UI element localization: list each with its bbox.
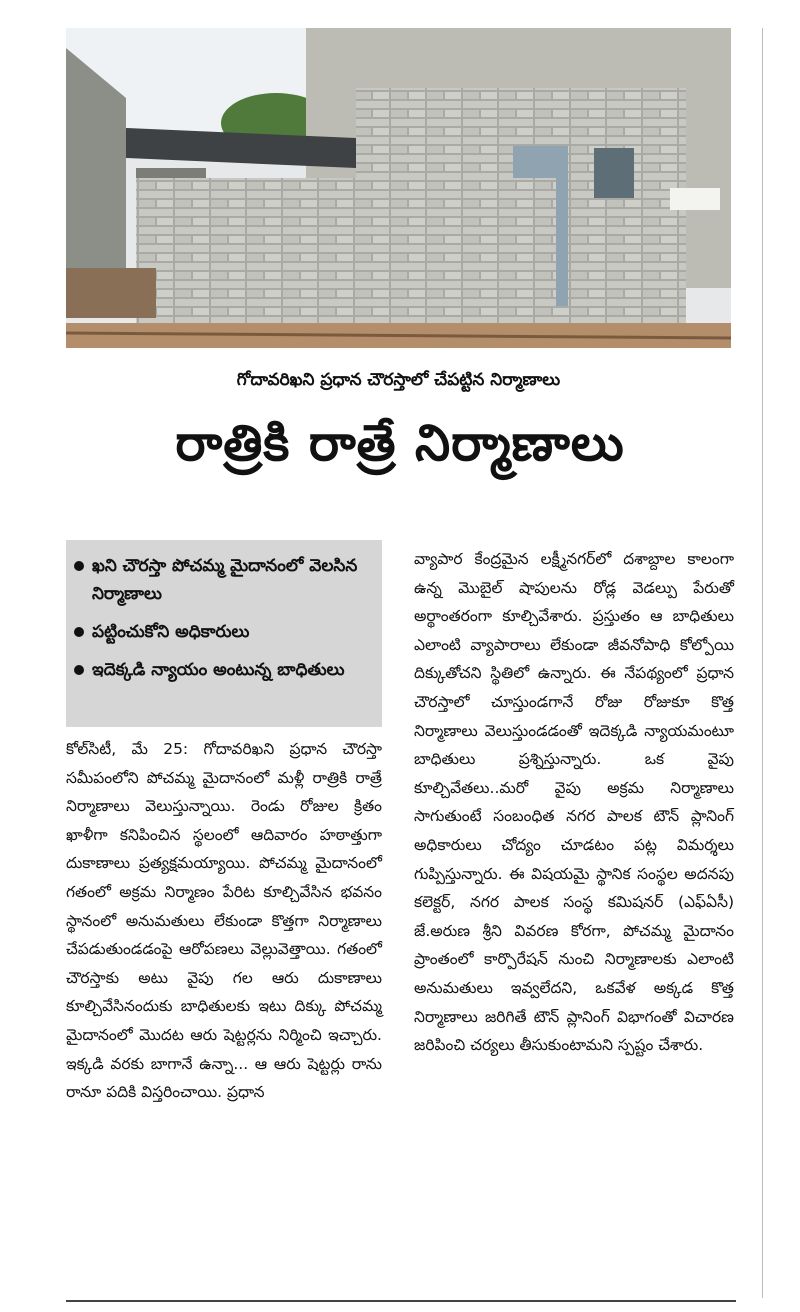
highlight-item	[74, 656, 374, 684]
bullet-icon	[74, 665, 84, 675]
highlight-item	[74, 618, 374, 646]
article-column-left	[66, 735, 382, 1107]
headline: రాత్రికి రాత్రే నిర్మాణాలు	[175, 414, 625, 472]
highlight-text: పట్టించుకోని అధికారులు	[92, 622, 250, 642]
construction-photo-icon	[66, 28, 731, 348]
highlight-item	[74, 552, 374, 608]
article-paragraph: కోల్‌సిటీ, మే 25: గోదావరిఖని ప్రధాన చౌరస్తా సమీపంలోని పోచమ్మ మైదానంలో మళ్లీ రాత్రికి రాత్రే నిర్మాణాలు వెలుస్తున్నాయి. రెండు రోజుల క్రితం ఖాళీగా కనిపించిన స్థలంలో ఆదివారం హఠాత్తుగా దుకాణాలు ప్రత్యక్షమయ్యాయి. పోచమ్మ మైదానంలో గతంలో అక్రమ నిర్మాణం పేరిట కూల్చివేసిన భవనం స్థానంలో అనుమతులు లేకుండా కొత్తగా నిర్మాణాలు చేపడుతుండడంపై ఆరోపణలు వెల్లువెత్తాయి. గతంలో చౌరస్తాకు అటు వైపు గల ఆరు దుకాణాలు కూల్చివేసినందుకు బాధితులకు ఇటు దిక్కు పోచమ్మ మైదానంలో మొదట ఆరు షెట్టర్లను నిర్మించి ఇచ్చారు. ఇక్కడి వరకు బాగానే ఉన్నా... ఆ ఆరు షెట్టర్లు రాను రానూ పదికి విస్తరించాయి. ప్రధాన	[66, 740, 382, 1102]
article-column-right	[414, 545, 734, 1060]
bottom-divider	[66, 1300, 736, 1302]
highlights-box	[66, 540, 382, 727]
bullet-icon	[74, 561, 84, 571]
article-paragraph: వ్యాపార కేంద్రమైన లక్ష్మీనగర్‌లో దశాబ్దాల కాలంగా ఉన్న మొబైల్ షాపులను రోడ్ల వెడల్పు పేరుతో అర్థాంతరంగా కూల్చివేశారు. ప్రస్తుతం ఆ బాధితులు ఎలాంటి వ్యాపారాలు లేకుండా జీవనోపాధి కోల్పోయి దిక్కుతోచని స్థితిలో ఉన్నారు. ఈ నేపథ్యంలో ప్రధాన చౌరస్తాలో చూస్తుండగానే రోజు రోజుకూ కొత్త నిర్మాణాలు వెలుస్తుండడంతో ఇదెక్కడి న్యాయమంటూ బాధితులు ప్రశ్నిస్తున్నారు. ఒక వైపు కూల్చివేతలు..మరో వైపు అక్రమ నిర్మాణాలు సాగుతుంటే సంబంధిత నగర పాలక టౌన్ ప్లానింగ్ అధికారులు చోద్యం చూడటం పట్ల విమర్శలు గుప్పిస్తున్నారు. ఈ విషయమై స్థానిక సంస్థల అదనపు కలెక్టర్, నగర పాలక సంస్థ కమిషనర్ (ఎఫ్ఏసీ) జే.అరుణ శ్రీని వివరణ కోరగా, పోచమ్మ మైదానం ప్రాంతంలో కార్పొరేషన్ నుంచి నిర్మాణాలకు ఎలాంటి అనుమతులు ఇవ్వలేదని, ఒకవేళ అక్కడ కొత్త నిర్మాణాలు జరిగితే టౌన్ ప్లానింగ్ విభాగంతో విచారణ జరిపించి చర్యలు తీసుకుంటామని స్పష్టం చేశారు.	[414, 550, 734, 1055]
news-photo	[66, 28, 731, 348]
bullet-icon	[74, 627, 84, 637]
highlight-text: ఇదెక్కడి న్యాయం అంటున్న బాధితులు	[92, 660, 345, 680]
highlight-text: ఖని చౌరస్తా పోచమ్మ మైదానంలో వెలసిన నిర్మాణాలు	[92, 556, 358, 604]
right-divider	[762, 28, 763, 1298]
photo-caption: గోదావరిఖని ప్రధాన చౌరస్తాలో చేపట్టిన నిర్మాణాలు	[236, 370, 561, 390]
